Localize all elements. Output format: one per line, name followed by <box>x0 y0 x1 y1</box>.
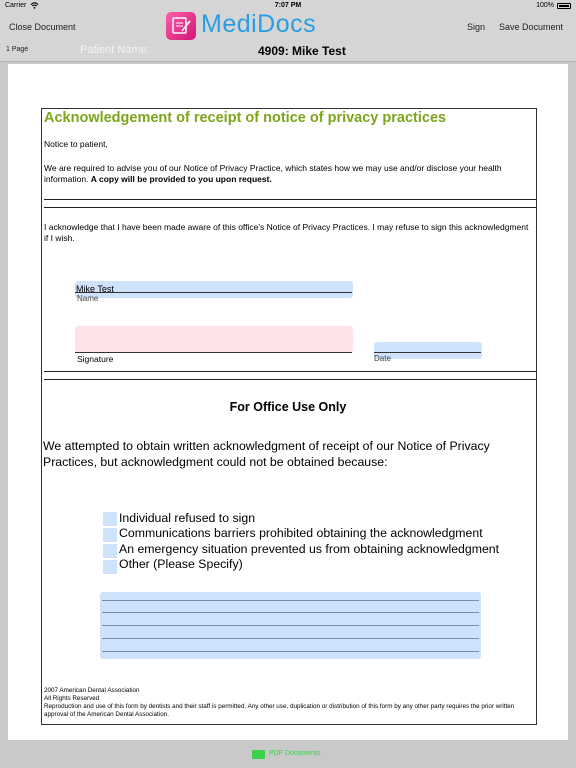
office-use-title: For Office Use Only <box>229 400 347 414</box>
attempt-paragraph: We attempted to obtain written acknowledgment of receipt of our Notice of Privacy Practices, but acknowledgment could not be obtained because: <box>43 439 490 469</box>
specify-line <box>102 600 479 601</box>
medidocs-logo-icon <box>166 12 196 40</box>
date-underline <box>374 352 481 353</box>
battery-percent: 100% <box>536 2 554 9</box>
sign-button[interactable]: Sign <box>467 22 486 32</box>
patient-name-value: 4909: Mike Test <box>258 44 346 58</box>
divider <box>44 207 536 208</box>
specify-line <box>102 651 479 652</box>
tab-bar <box>0 740 576 768</box>
divider <box>44 379 536 380</box>
date-label: Date <box>374 354 391 363</box>
page-count: 1 Page <box>6 46 29 53</box>
battery-icon <box>557 3 571 9</box>
option-checkbox-other[interactable] <box>103 560 117 574</box>
divider <box>44 199 536 200</box>
folder-icon <box>252 750 265 759</box>
advise-text: We are required to advise you of our Notice of Privacy Practice, which states how we may use and/or disclose your health information. <box>44 163 502 184</box>
option-label-other: Other (Please Specify) <box>119 557 243 571</box>
option-checkbox-refused[interactable] <box>103 512 117 526</box>
signature-underline <box>75 352 352 353</box>
option-label-communication: Communications barriers prohibited obtaining the acknowledgment <box>119 526 483 540</box>
divider <box>44 371 536 372</box>
specify-line <box>102 625 479 626</box>
footer-usage: Reproduction and use of this form by dentists and their staff is permitted. Any other use, duplication or distribution of this form by any other party requires the prior written approval of the American Dental Association. <box>44 703 515 718</box>
name-underline <box>75 292 352 293</box>
name-field[interactable] <box>75 281 353 298</box>
carrier-label: Carrier <box>5 2 27 9</box>
footer-rights: All Rights Reserved <box>44 695 100 702</box>
footer-copyright: 2007 American Dental Association <box>44 687 140 694</box>
patient-name-label: Patient Name: <box>80 44 150 56</box>
option-checkbox-emergency[interactable] <box>103 544 117 558</box>
notice-to-patient: Notice to patient, <box>44 139 108 149</box>
name-value: Mike Test <box>76 284 114 294</box>
specify-line <box>102 638 479 639</box>
option-checkbox-communication[interactable] <box>103 528 117 542</box>
specify-line <box>102 612 479 613</box>
save-document-button[interactable]: Save Document <box>499 22 564 32</box>
close-document-button[interactable]: Close Document <box>9 22 76 32</box>
tab-pdf-label: PDF Documents <box>269 750 321 757</box>
option-label-refused: Individual refused to sign <box>119 511 256 525</box>
advise-bold-text: A copy will be provided to you upon request. <box>90 174 272 184</box>
advise-paragraph <box>44 163 534 185</box>
copyright-footer <box>44 687 536 719</box>
app-name: MediDocs <box>201 10 317 38</box>
signature-label: Signature <box>77 354 114 364</box>
option-label-emergency: An emergency situation prevented us from obtaining acknowledgment <box>119 542 500 556</box>
document-toolbar <box>0 12 576 62</box>
form-title: Acknowledgement of receipt of notice of privacy practices <box>44 110 447 126</box>
name-label: Name <box>77 294 99 303</box>
signature-field[interactable] <box>75 326 353 353</box>
acknowledge-paragraph: I acknowledge that I have been made aware of this office's Notice of Privacy Practices. I may refuse to sign this acknowledgment if I wish. <box>44 222 529 243</box>
status-time: 7:07 PM <box>274 2 302 9</box>
